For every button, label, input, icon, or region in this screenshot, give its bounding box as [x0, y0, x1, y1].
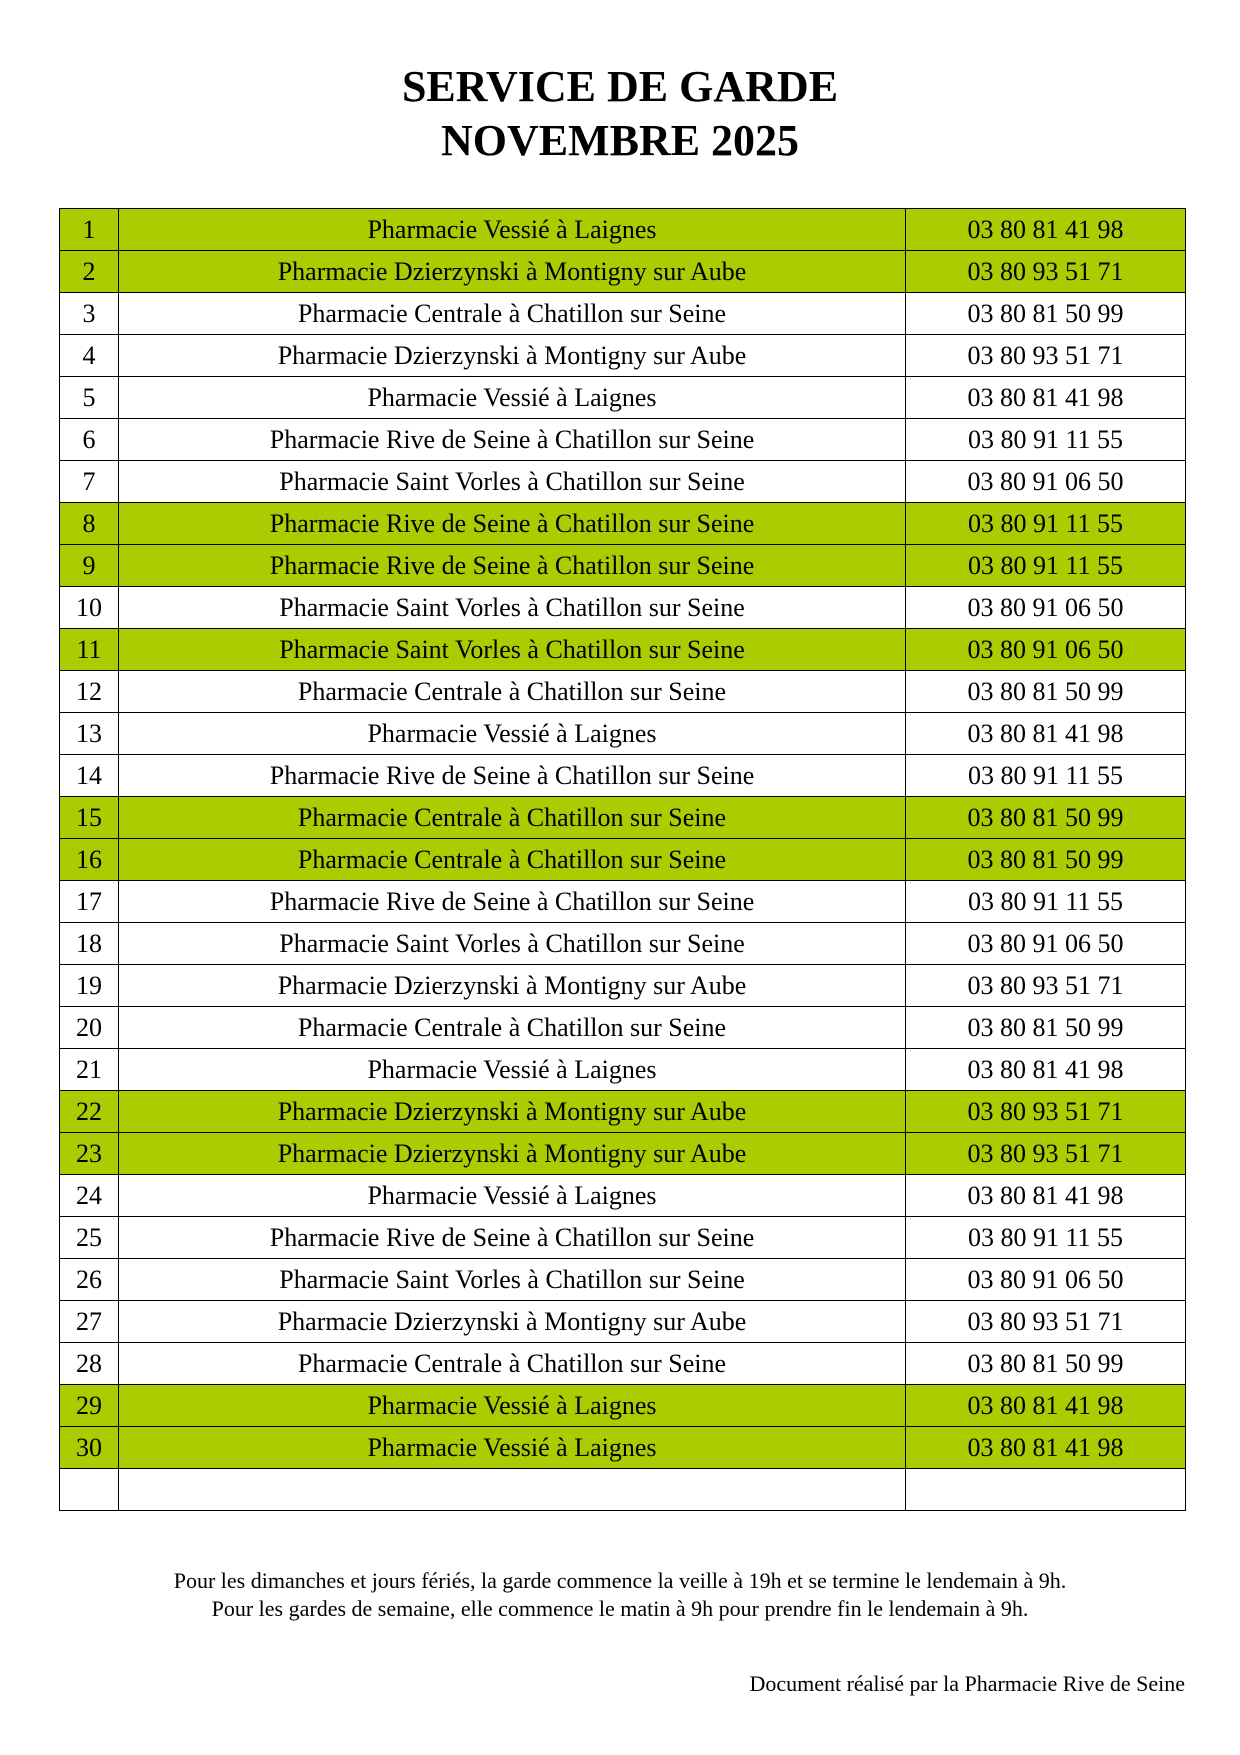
phone-cell: 03 80 91 06 50 — [906, 923, 1186, 965]
table-row — [60, 461, 1186, 503]
phone-cell: 03 80 81 41 98 — [906, 1049, 1186, 1091]
day-cell: 22 — [60, 1091, 119, 1133]
pharmacy-cell: Pharmacie Rive de Seine à Chatillon sur Seine — [119, 419, 906, 461]
phone-cell: 03 80 91 11 55 — [906, 545, 1186, 587]
table-row — [60, 1133, 1186, 1175]
pharmacy-cell: Pharmacie Rive de Seine à Chatillon sur Seine — [119, 1217, 906, 1259]
day-cell: 13 — [60, 713, 119, 755]
phone-cell: 03 80 81 50 99 — [906, 293, 1186, 335]
table-row — [60, 629, 1186, 671]
day-cell: 29 — [60, 1385, 119, 1427]
pharmacy-cell: Pharmacie Centrale à Chatillon sur Seine — [119, 1343, 906, 1385]
table-row — [60, 1049, 1186, 1091]
pharmacy-cell: Pharmacie Vessié à Laignes — [119, 1427, 906, 1469]
phone-cell: 03 80 81 41 98 — [906, 209, 1186, 251]
table-row — [60, 881, 1186, 923]
pharmacy-cell: Pharmacie Vessié à Laignes — [119, 1049, 906, 1091]
phone-cell — [906, 1469, 1186, 1511]
day-cell: 25 — [60, 1217, 119, 1259]
pharmacy-cell: Pharmacie Saint Vorles à Chatillon sur Seine — [119, 587, 906, 629]
table-row — [60, 923, 1186, 965]
phone-cell: 03 80 91 11 55 — [906, 419, 1186, 461]
day-cell: 14 — [60, 755, 119, 797]
table-row — [60, 1007, 1186, 1049]
pharmacy-cell: Pharmacie Rive de Seine à Chatillon sur Seine — [119, 881, 906, 923]
day-cell: 19 — [60, 965, 119, 1007]
table-row — [60, 335, 1186, 377]
pharmacy-cell: Pharmacie Rive de Seine à Chatillon sur Seine — [119, 503, 906, 545]
day-cell: 17 — [60, 881, 119, 923]
table-row — [60, 1385, 1186, 1427]
day-cell: 3 — [60, 293, 119, 335]
phone-cell: 03 80 81 50 99 — [906, 1343, 1186, 1385]
phone-cell: 03 80 81 41 98 — [906, 713, 1186, 755]
table-row — [60, 755, 1186, 797]
day-cell: 5 — [60, 377, 119, 419]
day-cell: 6 — [60, 419, 119, 461]
phone-cell: 03 80 93 51 71 — [906, 251, 1186, 293]
table-row — [60, 503, 1186, 545]
pharmacy-cell: Pharmacie Centrale à Chatillon sur Seine — [119, 293, 906, 335]
phone-cell: 03 80 91 06 50 — [906, 629, 1186, 671]
day-cell: 21 — [60, 1049, 119, 1091]
phone-cell: 03 80 81 50 99 — [906, 797, 1186, 839]
pharmacy-cell: Pharmacie Centrale à Chatillon sur Seine — [119, 671, 906, 713]
pharmacy-cell: Pharmacie Rive de Seine à Chatillon sur Seine — [119, 545, 906, 587]
pharmacy-cell: Pharmacie Vessié à Laignes — [119, 209, 906, 251]
table-row — [60, 839, 1186, 881]
table-row — [60, 1343, 1186, 1385]
pharmacy-cell: Pharmacie Saint Vorles à Chatillon sur Seine — [119, 923, 906, 965]
table-row — [60, 209, 1186, 251]
table-row — [60, 545, 1186, 587]
table-row — [60, 1259, 1186, 1301]
table-row — [60, 965, 1186, 1007]
phone-cell: 03 80 81 41 98 — [906, 377, 1186, 419]
day-cell: 1 — [60, 209, 119, 251]
day-cell — [60, 1469, 119, 1511]
table-row — [60, 293, 1186, 335]
day-cell: 10 — [60, 587, 119, 629]
pharmacy-cell: Pharmacie Saint Vorles à Chatillon sur Seine — [119, 629, 906, 671]
phone-cell: 03 80 81 41 98 — [906, 1385, 1186, 1427]
phone-cell: 03 80 81 50 99 — [906, 1007, 1186, 1049]
phone-cell: 03 80 93 51 71 — [906, 335, 1186, 377]
pharmacy-cell: Pharmacie Centrale à Chatillon sur Seine — [119, 839, 906, 881]
day-cell: 4 — [60, 335, 119, 377]
phone-cell: 03 80 81 50 99 — [906, 671, 1186, 713]
phone-cell: 03 80 93 51 71 — [906, 1091, 1186, 1133]
day-cell: 12 — [60, 671, 119, 713]
day-cell: 7 — [60, 461, 119, 503]
phone-cell: 03 80 91 06 50 — [906, 1259, 1186, 1301]
day-cell: 2 — [60, 251, 119, 293]
phone-cell: 03 80 91 06 50 — [906, 587, 1186, 629]
table-row — [60, 587, 1186, 629]
day-cell: 16 — [60, 839, 119, 881]
pharmacy-cell: Pharmacie Dzierzynski à Montigny sur Aube — [119, 251, 906, 293]
phone-cell: 03 80 81 50 99 — [906, 839, 1186, 881]
pharmacy-cell: Pharmacie Saint Vorles à Chatillon sur Seine — [119, 461, 906, 503]
phone-cell: 03 80 81 41 98 — [906, 1175, 1186, 1217]
table-row — [60, 419, 1186, 461]
table-row — [60, 671, 1186, 713]
pharmacy-cell — [119, 1469, 906, 1511]
footer-credit: Document réalisé par la Pharmacie Rive de Seine — [749, 1671, 1185, 1696]
pharmacy-cell: Pharmacie Dzierzynski à Montigny sur Aube — [119, 1091, 906, 1133]
pharmacy-cell: Pharmacie Vessié à Laignes — [119, 713, 906, 755]
note-weekend-holidays: Pour les dimanches et jours fériés, la garde commence la veille à 19h et se termine le lendemain à 9h. — [173, 1568, 1067, 1593]
day-cell: 24 — [60, 1175, 119, 1217]
schedule-table-body — [60, 209, 1186, 1511]
pharmacy-cell: Pharmacie Dzierzynski à Montigny sur Aube — [119, 1301, 906, 1343]
table-row — [60, 1217, 1186, 1259]
day-cell: 15 — [60, 797, 119, 839]
pharmacy-cell: Pharmacie Vessié à Laignes — [119, 1175, 906, 1217]
table-row — [60, 251, 1186, 293]
phone-cell: 03 80 91 11 55 — [906, 1217, 1186, 1259]
day-cell: 8 — [60, 503, 119, 545]
table-row — [60, 377, 1186, 419]
table-row — [60, 1175, 1186, 1217]
pharmacy-cell: Pharmacie Dzierzynski à Montigny sur Aube — [119, 1133, 906, 1175]
day-cell: 11 — [60, 629, 119, 671]
page-title-line1: SERVICE DE GARDE — [401, 62, 839, 111]
page-title-line2: NOVEMBRE 2025 — [440, 116, 800, 165]
day-cell: 9 — [60, 545, 119, 587]
pharmacy-cell: Pharmacie Dzierzynski à Montigny sur Aube — [119, 335, 906, 377]
note-weekdays: Pour les gardes de semaine, elle commence le matin à 9h pour prendre fin le lendemain à 9h. — [211, 1596, 1029, 1621]
day-cell: 23 — [60, 1133, 119, 1175]
pharmacy-cell: Pharmacie Centrale à Chatillon sur Seine — [119, 797, 906, 839]
phone-cell: 03 80 93 51 71 — [906, 965, 1186, 1007]
table-row — [60, 797, 1186, 839]
pharmacy-cell: Pharmacie Vessié à Laignes — [119, 377, 906, 419]
table-row — [60, 1091, 1186, 1133]
pharmacy-cell: Pharmacie Saint Vorles à Chatillon sur Seine — [119, 1259, 906, 1301]
table-row — [60, 713, 1186, 755]
table-row — [60, 1469, 1186, 1511]
day-cell: 20 — [60, 1007, 119, 1049]
day-cell: 28 — [60, 1343, 119, 1385]
day-cell: 27 — [60, 1301, 119, 1343]
day-cell: 18 — [60, 923, 119, 965]
phone-cell: 03 80 81 41 98 — [906, 1427, 1186, 1469]
phone-cell: 03 80 91 11 55 — [906, 503, 1186, 545]
phone-cell: 03 80 91 06 50 — [906, 461, 1186, 503]
day-cell: 30 — [60, 1427, 119, 1469]
day-cell: 26 — [60, 1259, 119, 1301]
table-row — [60, 1301, 1186, 1343]
pharmacy-cell: Pharmacie Rive de Seine à Chatillon sur Seine — [119, 755, 906, 797]
phone-cell: 03 80 91 11 55 — [906, 881, 1186, 923]
schedule-table — [59, 208, 1186, 1511]
pharmacy-cell: Pharmacie Dzierzynski à Montigny sur Aube — [119, 965, 906, 1007]
phone-cell: 03 80 91 11 55 — [906, 755, 1186, 797]
table-row — [60, 1427, 1186, 1469]
phone-cell: 03 80 93 51 71 — [906, 1133, 1186, 1175]
pharmacy-cell: Pharmacie Vessié à Laignes — [119, 1385, 906, 1427]
pharmacy-cell: Pharmacie Centrale à Chatillon sur Seine — [119, 1007, 906, 1049]
phone-cell: 03 80 93 51 71 — [906, 1301, 1186, 1343]
